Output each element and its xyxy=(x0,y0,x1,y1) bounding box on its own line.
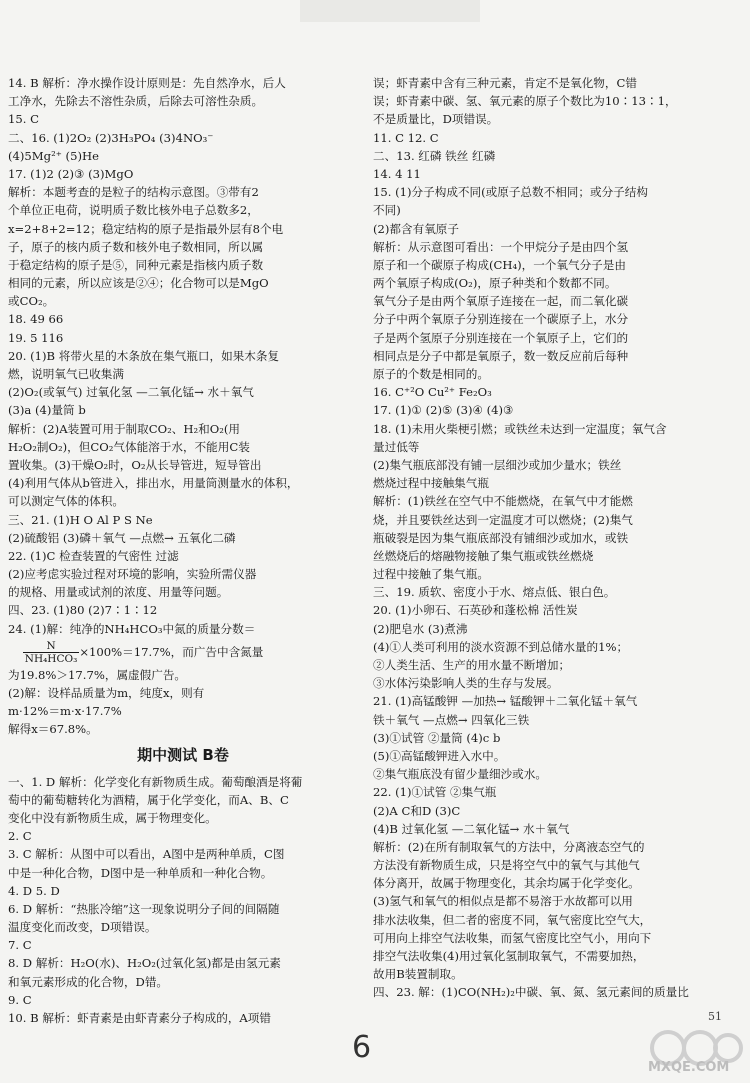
right-column xyxy=(373,74,743,1002)
answer-line: 于稳定结构的原子是⑤，同种元素是指核内质子数 xyxy=(8,257,264,272)
answer-line: (2)A C和D (3)C xyxy=(373,803,461,818)
answer-line: (2)解：设样品质量为m，纯度x，则有 xyxy=(8,686,205,700)
answer-line: 中是一种化合物，D图中是一种单质和一种化合物。 xyxy=(8,865,273,880)
answer-line: 方法没有新物质生成，只是将空气中的氧气与其他气 xyxy=(373,858,640,873)
answer-line: 排水法收集，但二者的密度不同，氧气密度比空气大， xyxy=(373,912,652,927)
section-title: 期中测试 B卷 xyxy=(137,745,229,764)
answer-line: 解析：(1)铁丝在空气中不能燃烧，在氧气中才能燃 xyxy=(373,494,633,509)
answer-line: 解析：从示意图可看出：一个甲烷分子是由四个氢 xyxy=(373,239,629,254)
left-column xyxy=(8,74,358,1027)
top-shadow xyxy=(300,0,480,22)
answer-line: 为19.8%＞17.7%，属虚假广告。 xyxy=(8,667,187,682)
answer-line: 原子的个数是相同的。 xyxy=(373,367,489,381)
fraction-numerator: N xyxy=(23,640,80,653)
answer-line: 2. C xyxy=(8,829,32,844)
answer-line: (3)①试管 ②量筒 (4)c b xyxy=(373,730,501,745)
answer-line: 四、23. (1)80 (2)7∶1∶12 xyxy=(8,603,158,618)
answer-line: 不是质量比，D项错误。 xyxy=(373,112,499,127)
answer-line: (4)5Mg²⁺ (5)He xyxy=(8,148,99,163)
answer-line: m·12%＝m·x·17.7% xyxy=(8,704,122,719)
answer-line: (2)应考虑实验过程对环境的影响，实验所需仪器 xyxy=(8,567,257,582)
answer-line: 体分离开，故属于物理变化，其余均属于化学变化。 xyxy=(373,876,640,891)
answer-line: 18. (1)未用火柴梗引燃；或铁丝未达到一定温度；氧气含 xyxy=(373,421,667,436)
answer-line: 17. (1)① (2)⑤ (3)④ (4)③ xyxy=(373,403,514,418)
answer-line: (2)肥皂水 (3)煮沸 xyxy=(373,621,468,636)
answer-line: 三、21. (1)H O Al P S Ne xyxy=(8,512,153,527)
answer-line: 四、23. 解：(1)CO(NH₂)₂中碳、氧、氮、氢元素间的质量比 xyxy=(373,985,689,1000)
answer-line: x=2+8+2=12；稳定结构的原子是指最外层有8个电 xyxy=(8,221,284,236)
answer-line: 解析：(2)A装置可用于制取CO₂、H₂和O₂(用 xyxy=(8,421,240,436)
answer-line: 11. C 12. C xyxy=(373,130,439,145)
answer-line: 21. (1)高锰酸钾 —加热→ 锰酸钾＋二氧化锰＋氧气 xyxy=(373,694,638,709)
answer-line: (3)a (4)量筒 b xyxy=(8,403,86,418)
answer-line: 3. C 解析：从图中可以看出，A图中是两种单质，C图 xyxy=(8,847,285,862)
answer-line: (2)硫酸铝 (3)磷＋氧气 —点燃→ 五氧化二磷 xyxy=(8,530,236,545)
answer-line: 排空气法收集(4)用过氧化氢制取氧气，不需要加热， xyxy=(373,949,645,963)
answer-line: 原子和一个碳原子构成(CH₄)，一个氧气分子是由 xyxy=(373,257,626,272)
answer-line: 15. C xyxy=(8,112,39,127)
answer-line: 烧，并且要铁丝达到一定温度才可以燃烧；(2)集气 xyxy=(373,512,633,527)
answer-line: 17. (1)2 (2)③ (3)MgO xyxy=(8,166,134,181)
answer-line: 解得x＝67.8%。 xyxy=(8,722,98,737)
answer-line: 4. D 5. D xyxy=(8,883,60,898)
answer-line: 22. (1)①试管 ②集气瓶 xyxy=(373,785,497,800)
answer-line: 10. B 解析：虾青素是由虾青素分子构成的，A项错 xyxy=(8,1011,271,1025)
answer-line: 20. (1)B 将带火星的木条放在集气瓶口，如果木条复 xyxy=(8,348,280,363)
answer-line: H₂O₂制O₂)，但CO₂气体能溶于水，不能用C装 xyxy=(8,439,250,454)
answer-line: 变化中没有新物质生成，属于物理变化。 xyxy=(8,810,217,825)
answer-line: (4)利用气体从b管进入，排出水，用量筒测量水的体积， xyxy=(8,476,299,491)
answer-line: 燃烧过程中接触集气瓶 xyxy=(373,476,489,491)
answer-line: 子是两个氢原子分别连接在一个氧原子上，它们的 xyxy=(373,330,629,345)
answer-line: 24. (1)解：纯净的NH₄HCO₃中氮的质量分数＝ xyxy=(8,621,256,636)
answer-line: 丝燃烧后的熔融物接触了集气瓶或铁丝燃烧 xyxy=(373,548,594,563)
answer-line: 二、13. 红磷 铁丝 红磷 xyxy=(373,148,496,163)
answer-line: (4)①人类可利用的淡水资源不到总储水量的1%； xyxy=(373,639,629,654)
answer-line: 过程中接触了集气瓶。 xyxy=(373,567,489,582)
answer-line: (4)B 过氧化氢 —二氧化锰→ 水＋氧气 xyxy=(373,821,570,836)
corner-page-number: 51 xyxy=(708,1010,722,1023)
answer-line: 误；虾青素中碳、氢、氧元素的原子个数比为10∶13∶1， xyxy=(373,94,677,109)
answer-line: 15. (1)分子构成不同(或原子总数不相同；或分子结构 xyxy=(373,185,648,200)
answer-line: 量过低等 xyxy=(373,439,420,454)
answer-line: 20. (1)小卵石、石英砂和蓬松棉 活性炭 xyxy=(373,603,578,618)
answer-line: 和氧元素形成的化合物，D错。 xyxy=(8,974,169,989)
answer-line: 两个氧原子构成(O₂)，原子种类和个数都不同。 xyxy=(373,276,617,291)
answer-line: 故用B装置制取。 xyxy=(373,967,463,982)
answer-line: 二、16. (1)2O₂ (2)3H₃PO₄ (3)4NO₃⁻ xyxy=(8,130,214,145)
answer-line: 可用向上排空气法收集，而氢气密度比空气小，用向下 xyxy=(373,930,652,945)
answer-line: 铁＋氧气 —点燃→ 四氧化三铁 xyxy=(373,712,530,727)
answer-line: 可以测定气体的体积。 xyxy=(8,494,124,509)
answer-line: 不同) xyxy=(373,203,401,218)
answer-line: 16. C⁺²O Cu²⁺ Fe₂O₃ xyxy=(373,385,492,400)
answer-line: 一、1. D 解析：化学变化有新物质生成。葡萄酿酒是将葡 xyxy=(8,774,303,789)
answer-line: (3)氢气和氧气的相似点是都不易溶于水故都可以用 xyxy=(373,894,633,909)
answer-line: 或CO₂。 xyxy=(8,294,55,309)
answer-line: 解析：(2)在所有制取氧气的方法中，分离液态空气的 xyxy=(373,839,645,854)
answer-line: (2)都含有氧原子 xyxy=(373,221,459,236)
answer-line: 18. 49 66 xyxy=(8,312,64,327)
answer-line: 温度变化而改变，D项错误。 xyxy=(8,920,157,935)
answer-line: 8. D 解析：H₂O(水)、H₂O₂(过氧化氢)都是由氢元素 xyxy=(8,956,281,971)
answer-line: 解析：本题考查的是粒子的结构示意图。③带有2 xyxy=(8,185,259,200)
answer-line: 萄中的葡萄糖转化为酒精，属于化学变化，而A、B、C xyxy=(8,792,289,807)
answer-line: 氧气分子是由两个氧原子连接在一起，而二氧化碳 xyxy=(373,294,629,309)
answer-line: (2)O₂(或氧气) 过氧化氢 —二氧化锰→ 水＋氧气 xyxy=(8,385,254,400)
answer-line: 9. C xyxy=(8,992,32,1007)
answer-line: 相同的元素，所以应该是②④；化合物可以是MgO xyxy=(8,276,269,291)
answer-line: ③水体污染影响人类的生存与发展。 xyxy=(373,676,559,691)
fraction-rest: ×100%＝17.7%，而广告中含氮量 xyxy=(79,644,264,659)
answer-line: 工净水，先除去不溶性杂质，后除去可溶性杂质。 xyxy=(8,94,264,109)
answer-line: (2)集气瓶底部没有铺一层细沙或加少量水；铁丝 xyxy=(373,457,622,472)
answer-line: 分子中两个氧原子分别连接在一个碳原子上，水分 xyxy=(373,312,629,327)
fraction-line xyxy=(8,638,358,666)
handwritten-page-number: 6 xyxy=(352,1030,372,1065)
answer-line: (5)①高锰酸钾进入水中。 xyxy=(373,748,506,763)
fraction-denominator: NH₄HCO₃ xyxy=(24,653,78,666)
answer-line: 瓶破裂是因为集气瓶底部没有铺细沙或加水，或铁 xyxy=(373,530,629,545)
answer-line: 误；虾青素中含有三种元素，肯定不是氧化物，C错 xyxy=(373,76,637,90)
answer-line: 的规格、用量或试剂的浓度、用量等问题。 xyxy=(8,585,229,600)
answer-line: 三、19. 质软、密度小于水、熔点低、银白色。 xyxy=(373,585,616,600)
answer-line: 相同点是分子中都是氧原子，数一数反应前后每种 xyxy=(373,348,629,363)
answer-line: 14. 4 11 xyxy=(373,166,421,181)
answer-line: 6. D 解析：“热胀冷缩”这一现象说明分子间的间隔随 xyxy=(8,901,280,916)
watermark-text: MXQE.COM xyxy=(648,1060,730,1075)
answer-line: 19. 5 116 xyxy=(8,330,64,345)
answer-line: 22. (1)C 检查装置的气密性 过滤 xyxy=(8,548,179,563)
answer-line: ②集气瓶底没有留少量细沙或水。 xyxy=(373,767,547,782)
answer-line: 置收集。(3)干燥O₂时，O₂从长导管进，短导管出 xyxy=(8,457,262,472)
answer-line: ②人类生活、生产的用水量不断增加； xyxy=(373,658,571,672)
fraction xyxy=(23,640,80,665)
answer-line: 14. B 解析：净水操作设计原则是：先自然净水，后人 xyxy=(8,76,286,90)
answer-line: 个单位正电荷，说明质子数比核外电子总数多2， xyxy=(8,203,259,218)
answer-line: 7. C xyxy=(8,938,32,953)
answer-line: 子，原子的核内质子数和核外电子数相同，所以属 xyxy=(8,239,264,254)
answer-line: 燃，说明氧气已收集满 xyxy=(8,367,124,381)
